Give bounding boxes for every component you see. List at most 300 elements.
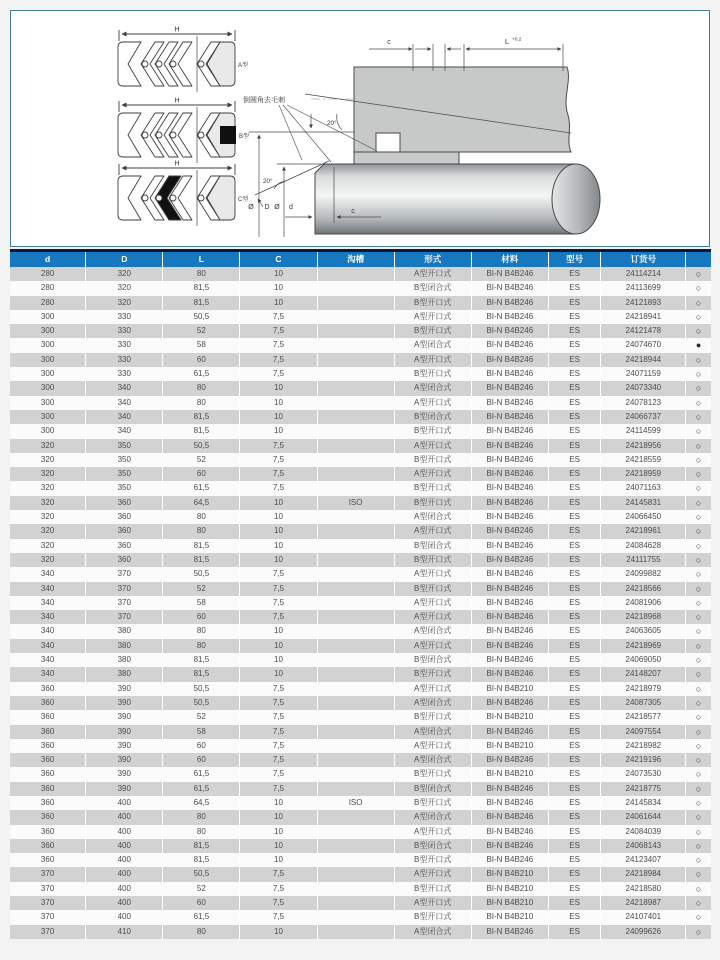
cell-order-no: 24219196	[601, 753, 686, 767]
cell-model: ES	[548, 324, 601, 338]
cell-D: 330	[86, 338, 163, 352]
cell-C: 10	[240, 539, 317, 553]
cell-C: 7,5	[240, 567, 317, 581]
cell-C: 10	[240, 524, 317, 538]
cell-D: 390	[86, 725, 163, 739]
cell-availability: ○	[686, 725, 711, 739]
cell-order-no: 24145831	[601, 496, 686, 510]
cell-D: 340	[86, 410, 163, 424]
cell-availability: ○	[686, 324, 711, 338]
cell-groove	[317, 296, 394, 310]
cell-form: A型闭合式	[394, 696, 471, 710]
cell-model: ES	[548, 267, 601, 281]
cell-C: 7,5	[240, 882, 317, 896]
cell-groove	[317, 582, 394, 596]
cell-form: A型开口式	[394, 267, 471, 281]
cell-L: 80	[163, 396, 240, 410]
cell-groove	[317, 353, 394, 367]
dim-h-label: H	[174, 26, 180, 34]
table-row	[10, 567, 711, 581]
cell-C: 7,5	[240, 481, 317, 495]
cell-order-no: 24218559	[601, 453, 686, 467]
cell-model: ES	[548, 481, 601, 495]
cell-order-no: 24071159	[601, 367, 686, 381]
cell-form: A型闭合式	[394, 381, 471, 395]
cell-L: 60	[163, 353, 240, 367]
cell-model: ES	[548, 296, 601, 310]
cell-groove	[317, 767, 394, 781]
cell-availability: ○	[686, 296, 711, 310]
cell-material: BI-N B4B246	[471, 496, 548, 510]
angle-arc-top	[337, 114, 342, 130]
cell-model: ES	[548, 767, 601, 781]
cell-form: A型闭合式	[394, 810, 471, 824]
cell-L: 58	[163, 725, 240, 739]
cell-order-no: 24218959	[601, 467, 686, 481]
cell-L: 61,5	[163, 782, 240, 796]
cell-groove	[317, 424, 394, 438]
table-row	[10, 496, 711, 510]
cell-order-no: 24099626	[601, 925, 686, 939]
cell-groove	[317, 453, 394, 467]
cell-D: 400	[86, 825, 163, 839]
cell-material: BI-N B4B246	[471, 610, 548, 624]
cell-material: BI-N B4B246	[471, 596, 548, 610]
cell-d: 360	[10, 739, 86, 753]
cell-C: 7,5	[240, 767, 317, 781]
cell-groove	[317, 753, 394, 767]
cell-order-no: 24061644	[601, 810, 686, 824]
cell-d: 370	[10, 896, 86, 910]
cell-d: 360	[10, 839, 86, 853]
cell-L: 80	[163, 624, 240, 638]
cell-d: 300	[10, 381, 86, 395]
cell-model: ES	[548, 281, 601, 295]
cell-D: 330	[86, 367, 163, 381]
cell-L: 81,5	[163, 653, 240, 667]
cell-C: 7,5	[240, 725, 317, 739]
cell-availability: ○	[686, 753, 711, 767]
cell-form: A型开口式	[394, 524, 471, 538]
cell-D: 360	[86, 510, 163, 524]
cell-C: 10	[240, 296, 317, 310]
cell-availability: ○	[686, 524, 711, 538]
cell-order-no: 24218961	[601, 524, 686, 538]
profile-a-label: A型	[238, 63, 249, 69]
cell-C: 7,5	[240, 353, 317, 367]
cell-d: 360	[10, 696, 86, 710]
cell-C: 7,5	[240, 782, 317, 796]
cell-C: 10	[240, 667, 317, 681]
cell-model: ES	[548, 367, 601, 381]
cell-groove	[317, 810, 394, 824]
cell-availability: ○	[686, 925, 711, 939]
cell-material: BI-N B4B246	[471, 667, 548, 681]
cell-material: BI-N B4B246	[471, 624, 548, 638]
table-row	[10, 267, 711, 281]
cell-form: B型开口式	[394, 853, 471, 867]
cell-L: 50,5	[163, 867, 240, 881]
cell-availability: ○	[686, 810, 711, 824]
cell-availability: ○	[686, 553, 711, 567]
cell-order-no: 24121893	[601, 296, 686, 310]
cell-order-no: 24114599	[601, 424, 686, 438]
dim-h-label: H	[174, 97, 180, 105]
table-row	[10, 867, 711, 881]
cell-groove	[317, 439, 394, 453]
cell-material: BI-N B4B210	[471, 739, 548, 753]
cell-L: 60	[163, 896, 240, 910]
table-row	[10, 553, 711, 567]
cell-L: 52	[163, 453, 240, 467]
cell-model: ES	[548, 725, 601, 739]
cell-L: 52	[163, 882, 240, 896]
cell-C: 7,5	[240, 467, 317, 481]
cell-L: 81,5	[163, 410, 240, 424]
cell-material: BI-N B4B210	[471, 867, 548, 881]
cell-material: BI-N B4B246	[471, 725, 548, 739]
cell-order-no: 24068143	[601, 839, 686, 853]
cell-D: 380	[86, 667, 163, 681]
cell-form: A型开口式	[394, 596, 471, 610]
cell-material: BI-N B4B246	[471, 467, 548, 481]
table-row	[10, 367, 711, 381]
cell-order-no: 24218968	[601, 610, 686, 624]
cell-C: 7,5	[240, 910, 317, 924]
cell-d: 340	[10, 624, 86, 638]
cell-d: 320	[10, 539, 86, 553]
cell-D: 390	[86, 739, 163, 753]
table-row	[10, 696, 711, 710]
cell-availability: ○	[686, 439, 711, 453]
cell-d: 320	[10, 510, 86, 524]
cell-material: BI-N B4B246	[471, 510, 548, 524]
cell-C: 10	[240, 281, 317, 295]
cell-d: 320	[10, 467, 86, 481]
cell-d: 320	[10, 453, 86, 467]
cell-C: 7,5	[240, 367, 317, 381]
cell-form: B型开口式	[394, 767, 471, 781]
cell-material: BI-N B4B246	[471, 338, 548, 352]
cell-d: 300	[10, 338, 86, 352]
cell-model: ES	[548, 381, 601, 395]
table-row	[10, 439, 711, 453]
table-row	[10, 338, 711, 352]
cell-order-no: 24071163	[601, 481, 686, 495]
cell-D: 400	[86, 853, 163, 867]
cell-form: A型闭合式	[394, 725, 471, 739]
table-row	[10, 753, 711, 767]
table-row	[10, 767, 711, 781]
cell-material: BI-N B4B246	[471, 353, 548, 367]
cell-groove: ISO	[317, 796, 394, 810]
cell-form: B型闭合式	[394, 839, 471, 853]
table-row	[10, 782, 711, 796]
cell-material: BI-N B4B246	[471, 296, 548, 310]
dim-L-tolerance: +0,2	[512, 37, 522, 43]
dim-c-rod-label: c	[351, 208, 355, 215]
col-header-d: d	[10, 252, 86, 267]
gland-step	[354, 152, 459, 164]
cell-D: 360	[86, 553, 163, 567]
cell-form: B型开口式	[394, 424, 471, 438]
cell-d: 360	[10, 710, 86, 724]
cell-D: 340	[86, 424, 163, 438]
cell-availability: ○	[686, 610, 711, 624]
cell-C: 7,5	[240, 867, 317, 881]
cell-groove	[317, 267, 394, 281]
col-header-L: L	[163, 252, 240, 267]
table-row	[10, 810, 711, 824]
cell-form: A型开口式	[394, 825, 471, 839]
cell-D: 330	[86, 310, 163, 324]
cell-order-no: 24074670	[601, 338, 686, 352]
cell-D: 390	[86, 782, 163, 796]
cell-d: 300	[10, 396, 86, 410]
cell-availability: ○	[686, 410, 711, 424]
cell-model: ES	[548, 567, 601, 581]
cell-form: B型开口式	[394, 367, 471, 381]
cell-order-no: 24081906	[601, 596, 686, 610]
cell-model: ES	[548, 396, 601, 410]
cell-groove	[317, 896, 394, 910]
cell-order-no: 24078123	[601, 396, 686, 410]
table-row	[10, 453, 711, 467]
cell-C: 7,5	[240, 739, 317, 753]
cell-d: 320	[10, 481, 86, 495]
cell-L: 50,5	[163, 567, 240, 581]
cell-availability: ○	[686, 653, 711, 667]
cell-material: BI-N B4B246	[471, 396, 548, 410]
cell-material: BI-N B4B210	[471, 896, 548, 910]
cell-model: ES	[548, 524, 601, 538]
cell-order-no: 24073530	[601, 767, 686, 781]
cell-order-no: 24084628	[601, 539, 686, 553]
table-row	[10, 725, 711, 739]
cell-d: 280	[10, 281, 86, 295]
cell-groove	[317, 624, 394, 638]
cell-groove	[317, 567, 394, 581]
cell-material: BI-N B4B210	[471, 882, 548, 896]
cell-groove	[317, 882, 394, 896]
cell-groove	[317, 596, 394, 610]
cell-form: B型开口式	[394, 553, 471, 567]
cell-D: 330	[86, 353, 163, 367]
cell-availability: ○	[686, 767, 711, 781]
cell-material: BI-N B4B246	[471, 539, 548, 553]
cell-d: 320	[10, 496, 86, 510]
cell-material: BI-N B4B246	[471, 696, 548, 710]
cell-d: 300	[10, 410, 86, 424]
table-row	[10, 424, 711, 438]
cell-form: B型开口式	[394, 481, 471, 495]
cell-L: 64,5	[163, 796, 240, 810]
cell-C: 10	[240, 639, 317, 653]
cell-material: BI-N B4B246	[471, 567, 548, 581]
cell-D: 380	[86, 639, 163, 653]
cell-L: 81,5	[163, 839, 240, 853]
cell-availability: ○	[686, 867, 711, 881]
dim-c-top-label: c	[387, 39, 391, 46]
cell-form: B型闭合式	[394, 281, 471, 295]
profile-c-label: C型	[238, 197, 249, 203]
cell-model: ES	[548, 582, 601, 596]
table-row	[10, 310, 711, 324]
cell-groove	[317, 281, 394, 295]
cell-D: 390	[86, 696, 163, 710]
cell-groove	[317, 867, 394, 881]
cell-order-no: 24218969	[601, 639, 686, 653]
cell-form: A型开口式	[394, 610, 471, 624]
cell-order-no: 24066737	[601, 410, 686, 424]
cell-D: 340	[86, 396, 163, 410]
cell-model: ES	[548, 710, 601, 724]
cell-model: ES	[548, 553, 601, 567]
cell-L: 52	[163, 710, 240, 724]
cell-form: B型开口式	[394, 710, 471, 724]
cell-availability: ○	[686, 882, 711, 896]
cell-order-no: 24218941	[601, 310, 686, 324]
cell-L: 60	[163, 610, 240, 624]
table-row	[10, 410, 711, 424]
cell-order-no: 24114214	[601, 267, 686, 281]
deburr-note-label: 倒圆角去毛刺	[243, 97, 285, 104]
cell-form: B型开口式	[394, 296, 471, 310]
cell-D: 390	[86, 767, 163, 781]
cell-D: 400	[86, 896, 163, 910]
cell-material: BI-N B4B246	[471, 825, 548, 839]
cell-groove	[317, 539, 394, 553]
end-ring-black-square	[220, 126, 236, 144]
cell-material: BI-N B4B246	[471, 381, 548, 395]
seal-profile-a-drawing	[111, 24, 253, 98]
cell-material: BI-N B4B210	[471, 710, 548, 724]
cell-d: 280	[10, 267, 86, 281]
installation-cross-section	[241, 11, 709, 238]
cell-form: A型闭合式	[394, 338, 471, 352]
cell-groove	[317, 467, 394, 481]
spec-table-container	[10, 249, 711, 939]
cell-L: 60	[163, 753, 240, 767]
cell-availability: ○	[686, 839, 711, 853]
cell-material: BI-N B4B246	[471, 925, 548, 939]
cell-groove	[317, 682, 394, 696]
cell-availability: ○	[686, 639, 711, 653]
col-header-model: 型号	[548, 252, 601, 267]
cell-groove: ISO	[317, 496, 394, 510]
table-row	[10, 596, 711, 610]
cell-form: A型开口式	[394, 567, 471, 581]
cell-d: 320	[10, 524, 86, 538]
cell-order-no: 24073340	[601, 381, 686, 395]
cell-material: BI-N B4B246	[471, 782, 548, 796]
cell-form: A型开口式	[394, 396, 471, 410]
table-row	[10, 467, 711, 481]
cell-C: 7,5	[240, 753, 317, 767]
cell-C: 7,5	[240, 610, 317, 624]
cell-groove	[317, 710, 394, 724]
cell-D: 320	[86, 281, 163, 295]
cell-material: BI-N B4B246	[471, 310, 548, 324]
cell-d: 360	[10, 782, 86, 796]
cell-D: 350	[86, 481, 163, 495]
cell-L: 52	[163, 582, 240, 596]
cell-model: ES	[548, 825, 601, 839]
cell-groove	[317, 510, 394, 524]
cell-form: B型开口式	[394, 496, 471, 510]
cell-d: 300	[10, 367, 86, 381]
table-row	[10, 925, 711, 939]
cell-C: 10	[240, 496, 317, 510]
cell-D: 350	[86, 467, 163, 481]
profile-b-label: B型	[239, 134, 250, 140]
cell-groove	[317, 381, 394, 395]
table-row	[10, 381, 711, 395]
cell-material: BI-N B4B246	[471, 324, 548, 338]
dim-outer-diameter-label: D	[264, 204, 270, 211]
cell-L: 81,5	[163, 296, 240, 310]
cell-availability: ○	[686, 510, 711, 524]
cell-model: ES	[548, 667, 601, 681]
seal-profile-c-drawing	[111, 158, 253, 232]
cell-groove	[317, 639, 394, 653]
cell-groove	[317, 925, 394, 939]
cell-D: 330	[86, 324, 163, 338]
cell-model: ES	[548, 896, 601, 910]
cell-model: ES	[548, 653, 601, 667]
cell-d: 370	[10, 867, 86, 881]
cell-L: 81,5	[163, 424, 240, 438]
cell-form: B型开口式	[394, 796, 471, 810]
dim-h-label: H	[174, 160, 180, 168]
cell-form: A型开口式	[394, 467, 471, 481]
cell-D: 390	[86, 753, 163, 767]
cell-C: 7,5	[240, 453, 317, 467]
cell-groove	[317, 853, 394, 867]
cell-availability: ○	[686, 825, 711, 839]
cell-form: A型闭合式	[394, 624, 471, 638]
technical-drawing-panel	[10, 10, 710, 247]
cell-availability: ○	[686, 453, 711, 467]
dim-inner-diameter-label: d	[289, 204, 293, 211]
cell-order-no: 24069050	[601, 653, 686, 667]
table-row	[10, 539, 711, 553]
cell-model: ES	[548, 925, 601, 939]
cell-availability: ○	[686, 853, 711, 867]
cell-form: B型开口式	[394, 882, 471, 896]
cell-D: 320	[86, 267, 163, 281]
table-row	[10, 653, 711, 667]
cell-material: BI-N B4B246	[471, 481, 548, 495]
cell-d: 340	[10, 567, 86, 581]
cell-C: 7,5	[240, 324, 317, 338]
cell-C: 7,5	[240, 310, 317, 324]
cell-d: 370	[10, 882, 86, 896]
cell-L: 80	[163, 381, 240, 395]
cell-form: B型开口式	[394, 667, 471, 681]
col-header-groove: 沟槽	[317, 252, 394, 267]
cell-material: BI-N B4B246	[471, 796, 548, 810]
cell-d: 360	[10, 767, 86, 781]
cell-groove	[317, 825, 394, 839]
cell-L: 58	[163, 338, 240, 352]
cell-order-no: 24087305	[601, 696, 686, 710]
cell-L: 81,5	[163, 539, 240, 553]
cell-availability: ○	[686, 353, 711, 367]
table-row	[10, 825, 711, 839]
cell-order-no: 24218944	[601, 353, 686, 367]
cell-order-no: 24218982	[601, 739, 686, 753]
